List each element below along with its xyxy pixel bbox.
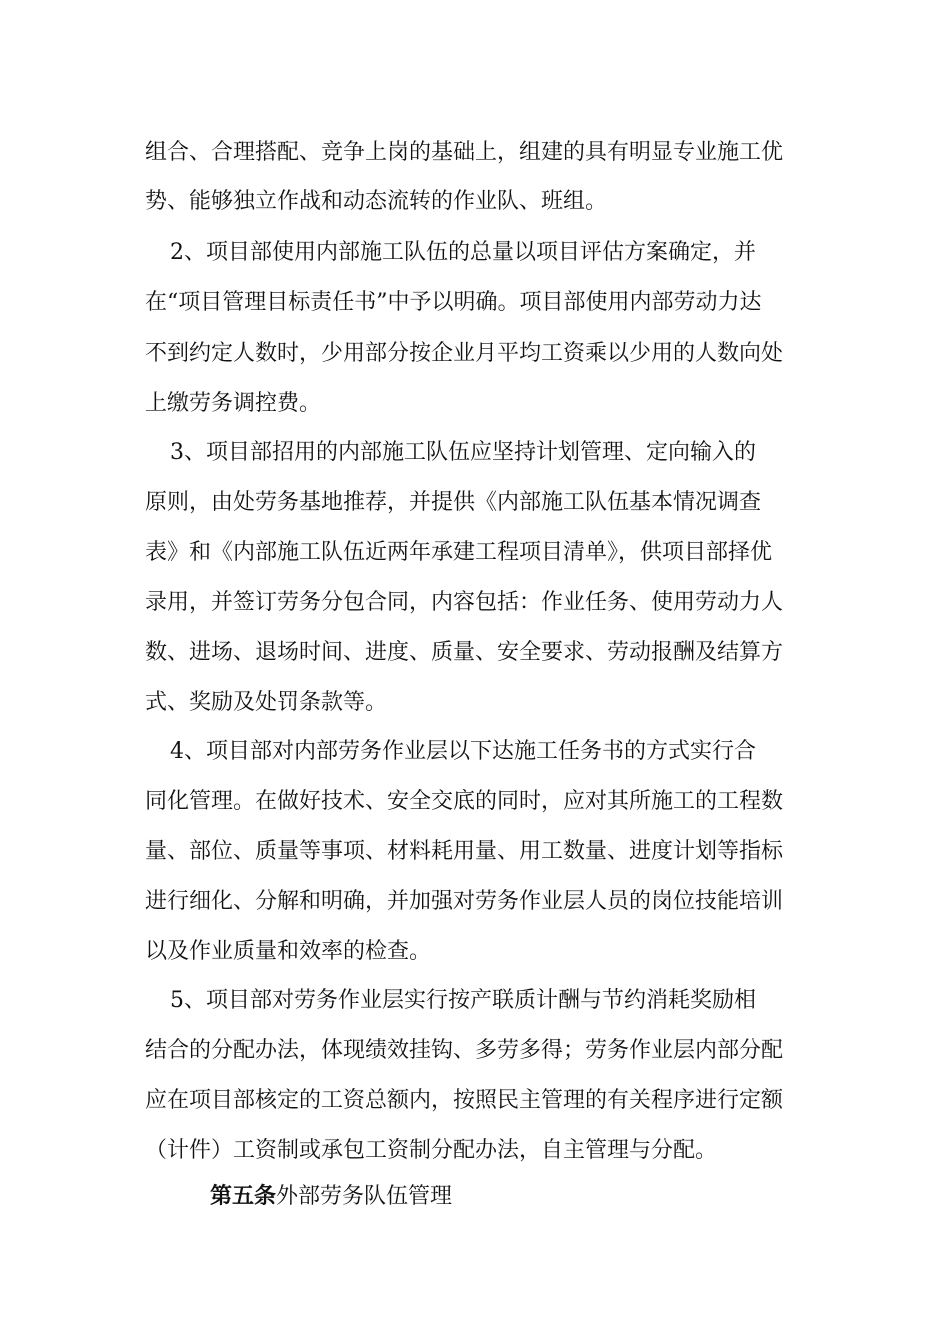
paragraph-line: 数、进场、退场时间、进度、质量、安全要求、劳动报酬及结算方 xyxy=(145,640,784,665)
paragraph-line: 5、项目部对劳务作业层实行按产联质计酬与节约消耗奖励相 xyxy=(170,988,756,1013)
paragraph-line: 4、项目部对内部劳务作业层以下达施工任务书的方式实行合 xyxy=(170,739,756,764)
paragraph-line: 表》和《内部施工队伍近两年承建工程项目清单》，供项目部择优 xyxy=(145,540,773,565)
paragraph-line: 上缴劳务调控费。 xyxy=(145,391,322,416)
paragraph-line: 进行细化、分解和明确，并加强对劳务作业层人员的岗位技能培训 xyxy=(145,889,784,914)
paragraph-line: 应在项目部核定的工资总额内，按照民主管理的有关程序进行定额 xyxy=(145,1088,784,1113)
section-title: 外部劳务队伍管理 xyxy=(276,1184,453,1209)
paragraph-line: 量、部位、质量等事项、材料耗用量、用工数量、进度计划等指标 xyxy=(145,839,784,864)
paragraph-line: 3、项目部招用的内部施工队伍应坚持计划管理、定向输入的 xyxy=(170,440,756,465)
paragraph-line: 2、项目部使用内部施工队伍的总量以项目评估方案确定，并 xyxy=(170,240,756,265)
paragraph-line: 势、能够独立作战和动态流转的作业队、班组。 xyxy=(145,189,608,214)
paragraph-line: 不到约定人数时，少用部分按企业月平均工资乘以少用的人数向处 xyxy=(145,341,784,366)
paragraph-line: 同化管理。在做好技术、安全交底的同时，应对其所施工的工程数 xyxy=(145,789,784,814)
paragraph-line: 在“项目管理目标责任书”中予以明确。项目部使用内部劳动力达 xyxy=(145,290,762,315)
paragraph-line: 式、奖励及处罚条款等。 xyxy=(145,690,388,715)
paragraph-line: 组合、合理搭配、竞争上岗的基础上，组建的具有明显专业施工优 xyxy=(145,140,784,165)
paragraph-line: 原则，由处劳务基地推荐，并提供《内部施工队伍基本情况调查 xyxy=(145,490,762,515)
paragraph-line: 结合的分配办法，体现绩效挂钩、多劳多得；劳务作业层内部分配 xyxy=(145,1038,784,1063)
paragraph-line: 以及作业质量和效率的检查。 xyxy=(145,939,432,964)
section-heading xyxy=(210,1180,452,1214)
paragraph-line: （计件）工资制或承包工资制分配办法，自主管理与分配。 xyxy=(145,1138,718,1163)
section-number: 第五条 xyxy=(210,1184,277,1209)
paragraph-line: 录用，并签订劳务分包合同，内容包括：作业任务、使用劳动力人 xyxy=(145,590,784,615)
